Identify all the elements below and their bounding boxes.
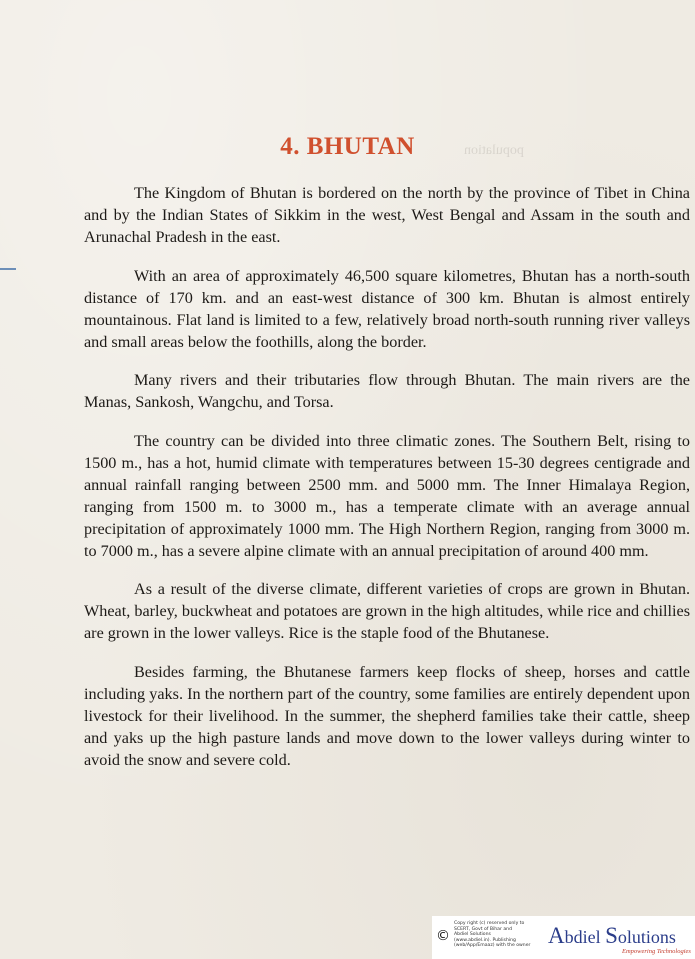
margin-mark [0, 268, 16, 270]
paragraph-climate: The country can be divided into three climatic zones. The Southern Belt, rising to 1500 m., has a hot, humid climate with temperatures between 15-30 degrees centigrade and annual rainfall ranging between 2500 mm. and 5000 mm. The Inner Himalaya Region, ranging from 1500 m. to 3000 m., has a temperate climate with an average annual precipitation of approximately 1000 mm. The High Northern Region, ranging from 3000 m. to 7000 m., has a severe alpine climate with an annual precipitation of around 400 mm. [84, 431, 690, 560]
page-title: 4. BHUTAN [280, 133, 415, 160]
paragraph-borders: The Kingdom of Bhutan is bordered on the north by the province of Tibet in China and by the Indian States of Sikkim in the west, West Bengal and Assam in the south and Arunachal Pradesh in the east. [84, 184, 690, 246]
paragraph-crops: As a result of the diverse climate, different varieties of crops are grown in Bhutan. Wheat, barley, buckwheat and potatoes are grown in the high altitudes, while rice and chillies are grown in the lower valleys. Rice is the staple food of the Bhutanese. [84, 580, 690, 642]
copyright-note: Copy right (c) reserved only to SCERT, Govt of Bihar and Abdiel Solutions (www.abdiel.in). Publishing (web/App/Emaaz) with the owner [454, 921, 531, 949]
brand-tagline: Empowering Technologies [622, 948, 691, 955]
body-text [84, 182, 690, 787]
brand-logo: Abdiel Solutions [548, 923, 676, 948]
copyright-icon: © [436, 928, 450, 944]
paragraph-rivers: Many rivers and their tributaries flow through Bhutan. The main rivers are the Manas, Sankosh, Wangchu, and Torsa. [84, 371, 690, 411]
paragraph-livestock: Besides farming, the Bhutanese farmers keep flocks of sheep, horses and cattle including yaks. In the northern part of the country, some families are entirely dependent upon livestock for their livelihood. In the summer, the shepherd families take their cattle, sheep and yaks up the high pasture lands and move down to the lower valleys during winter to avoid the snow and severe cold. [84, 662, 690, 769]
bleed-through-text: population [464, 143, 524, 158]
publisher-footer [432, 916, 695, 959]
paragraph-area: With an area of approximately 46,500 square kilometres, Bhutan has a north-south distance of 170 km. and an east-west distance of 300 km. Bhutan is almost entirely mountainous. Flat land is limited to a few, relatively broad north-south running river valleys and small areas below the foothills, along the border. [84, 266, 690, 351]
